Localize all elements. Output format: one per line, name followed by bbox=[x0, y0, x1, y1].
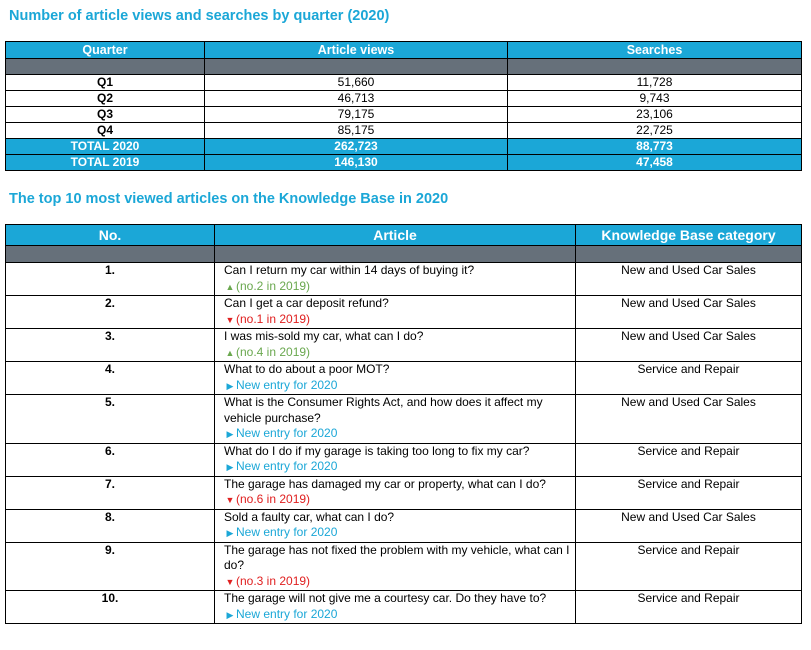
trend-note-text: (no.4 in 2019) bbox=[236, 344, 311, 359]
article-cell bbox=[215, 395, 576, 444]
header-row bbox=[6, 225, 802, 246]
trend-note-text: New entry for 2020 bbox=[236, 525, 338, 539]
rank-cell: 10. bbox=[6, 591, 215, 624]
views-cell: 51,660 bbox=[205, 75, 508, 91]
table-row bbox=[6, 263, 802, 296]
trend-note-text: (no.2 in 2019) bbox=[236, 278, 311, 293]
article-title: The garage has not fixed the problem with my vehicle, what can I do? bbox=[224, 542, 570, 572]
column-header-searches: Searches bbox=[508, 42, 802, 59]
quarter-cell: Q2 bbox=[6, 91, 205, 107]
article-title: Can I return my car within 14 days of buying it? bbox=[224, 263, 475, 277]
category-cell: New and Used Car Sales bbox=[576, 329, 802, 362]
category-cell: Service and Repair bbox=[576, 443, 802, 476]
table-row bbox=[6, 123, 802, 139]
table-row bbox=[6, 591, 802, 624]
category-cell: Service and Repair bbox=[576, 476, 802, 509]
triangle-down-icon: ▼ bbox=[225, 576, 235, 587]
article-cell bbox=[215, 443, 576, 476]
article-title: Can I get a car deposit refund? bbox=[224, 296, 389, 310]
rank-cell: 6. bbox=[6, 443, 215, 476]
table-row bbox=[6, 296, 802, 329]
rank-cell: 1. bbox=[6, 263, 215, 296]
column-header-article-views: Article views bbox=[205, 42, 508, 59]
article-title: What do I do if my garage is taking too long to fix my car? bbox=[224, 443, 530, 458]
spacer-cell bbox=[6, 59, 205, 75]
spacer-cell bbox=[6, 246, 215, 263]
spacer-cell bbox=[205, 59, 508, 75]
views-cell: 79,175 bbox=[205, 107, 508, 123]
trend-note bbox=[224, 607, 571, 624]
rank-cell: 4. bbox=[6, 362, 215, 395]
category-cell: New and Used Car Sales bbox=[576, 395, 802, 444]
total-searches-cell: 47,458 bbox=[508, 155, 802, 171]
trend-note-text: New entry for 2020 bbox=[236, 606, 338, 621]
table-row bbox=[6, 91, 802, 107]
views-cell: 85,175 bbox=[205, 123, 508, 139]
trend-note-text: (no.6 in 2019) bbox=[236, 492, 311, 506]
quarter-cell: Q4 bbox=[6, 123, 205, 139]
trend-note bbox=[224, 525, 571, 542]
spacer-cell bbox=[508, 59, 802, 75]
article-cell bbox=[215, 509, 576, 542]
spacer-row bbox=[6, 246, 802, 263]
total-label-cell: TOTAL 2020 bbox=[6, 139, 205, 155]
rank-cell: 7. bbox=[6, 476, 215, 509]
table-row bbox=[6, 107, 802, 123]
total-row bbox=[6, 139, 802, 155]
triangle-right-icon: ▶ bbox=[226, 462, 234, 472]
table-row bbox=[6, 509, 802, 542]
trend-note bbox=[224, 345, 571, 362]
article-cell bbox=[215, 476, 576, 509]
spacer-cell bbox=[215, 246, 576, 263]
trend-note bbox=[224, 459, 571, 476]
header-row bbox=[6, 42, 802, 59]
article-title: What to do about a poor MOT? bbox=[224, 362, 390, 376]
trend-note bbox=[224, 312, 571, 329]
triangle-down-icon: ▼ bbox=[225, 314, 235, 325]
column-header-number: No. bbox=[6, 225, 215, 246]
trend-note bbox=[224, 426, 571, 443]
searches-cell: 11,728 bbox=[508, 75, 802, 91]
quarter-cell: Q3 bbox=[6, 107, 205, 123]
category-cell: Service and Repair bbox=[576, 362, 802, 395]
top-articles-table bbox=[5, 224, 802, 624]
article-title: Sold a faulty car, what can I do? bbox=[224, 509, 395, 524]
rank-cell: 8. bbox=[6, 509, 215, 542]
article-cell bbox=[215, 362, 576, 395]
total-searches-cell: 88,773 bbox=[508, 139, 802, 155]
rank-cell: 2. bbox=[6, 296, 215, 329]
trend-note bbox=[224, 492, 571, 509]
trend-note-text: (no.1 in 2019) bbox=[236, 311, 311, 326]
total-views-cell: 262,723 bbox=[205, 139, 508, 155]
article-cell bbox=[215, 296, 576, 329]
table-row bbox=[6, 443, 802, 476]
rank-cell: 3. bbox=[6, 329, 215, 362]
table-row bbox=[6, 329, 802, 362]
article-cell bbox=[215, 263, 576, 296]
article-title: The garage will not give me a courtesy car. Do they have to? bbox=[224, 591, 547, 605]
article-title: I was mis-sold my car, what can I do? bbox=[224, 329, 424, 343]
searches-cell: 23,106 bbox=[508, 107, 802, 123]
article-title: The garage has damaged my car or property, what can I do? bbox=[224, 476, 546, 491]
trend-note bbox=[224, 378, 571, 395]
table-row bbox=[6, 542, 802, 591]
category-cell: Service and Repair bbox=[576, 542, 802, 591]
article-cell bbox=[215, 329, 576, 362]
trend-note bbox=[224, 279, 571, 296]
category-cell: Service and Repair bbox=[576, 591, 802, 624]
total-views-cell: 146,130 bbox=[205, 155, 508, 171]
trend-note-text: New entry for 2020 bbox=[236, 459, 338, 473]
article-cell bbox=[215, 591, 576, 624]
table-row bbox=[6, 395, 802, 444]
triangle-up-icon: ▲ bbox=[225, 281, 235, 292]
spacer-row bbox=[6, 59, 802, 75]
views-cell: 46,713 bbox=[205, 91, 508, 107]
trend-note bbox=[224, 574, 571, 591]
views-searches-table bbox=[5, 41, 802, 171]
column-header-category: Knowledge Base category bbox=[576, 225, 802, 246]
triangle-down-icon: ▼ bbox=[225, 495, 235, 505]
triangle-right-icon: ▶ bbox=[226, 429, 234, 439]
articles-table-heading: The top 10 most viewed articles on the Knowledge Base in 2020 bbox=[9, 191, 449, 207]
rank-cell: 9. bbox=[6, 542, 215, 591]
quarter-cell: Q1 bbox=[6, 75, 205, 91]
searches-cell: 9,743 bbox=[508, 91, 802, 107]
triangle-right-icon: ▶ bbox=[226, 528, 234, 538]
category-cell: New and Used Car Sales bbox=[576, 263, 802, 296]
table-row bbox=[6, 362, 802, 395]
triangle-up-icon: ▲ bbox=[225, 347, 235, 358]
spacer-cell bbox=[576, 246, 802, 263]
total-label-cell: TOTAL 2019 bbox=[6, 155, 205, 171]
category-cell: New and Used Car Sales bbox=[576, 509, 802, 542]
column-header-article: Article bbox=[215, 225, 576, 246]
trend-note-text: (no.3 in 2019) bbox=[236, 573, 311, 588]
triangle-right-icon: ▶ bbox=[226, 380, 234, 391]
triangle-right-icon: ▶ bbox=[226, 609, 234, 620]
category-cell: New and Used Car Sales bbox=[576, 296, 802, 329]
trend-note-text: New entry for 2020 bbox=[236, 426, 338, 440]
views-table-heading: Number of article views and searches by quarter (2020) bbox=[9, 8, 390, 24]
article-title: What is the Consumer Rights Act, and how does it affect my vehicle purchase? bbox=[224, 395, 543, 425]
searches-cell: 22,725 bbox=[508, 123, 802, 139]
table-row bbox=[6, 75, 802, 91]
table-row bbox=[6, 476, 802, 509]
total-row bbox=[6, 155, 802, 171]
article-cell bbox=[215, 542, 576, 591]
rank-cell: 5. bbox=[6, 395, 215, 444]
column-header-quarter: Quarter bbox=[6, 42, 205, 59]
trend-note-text: New entry for 2020 bbox=[236, 377, 338, 392]
